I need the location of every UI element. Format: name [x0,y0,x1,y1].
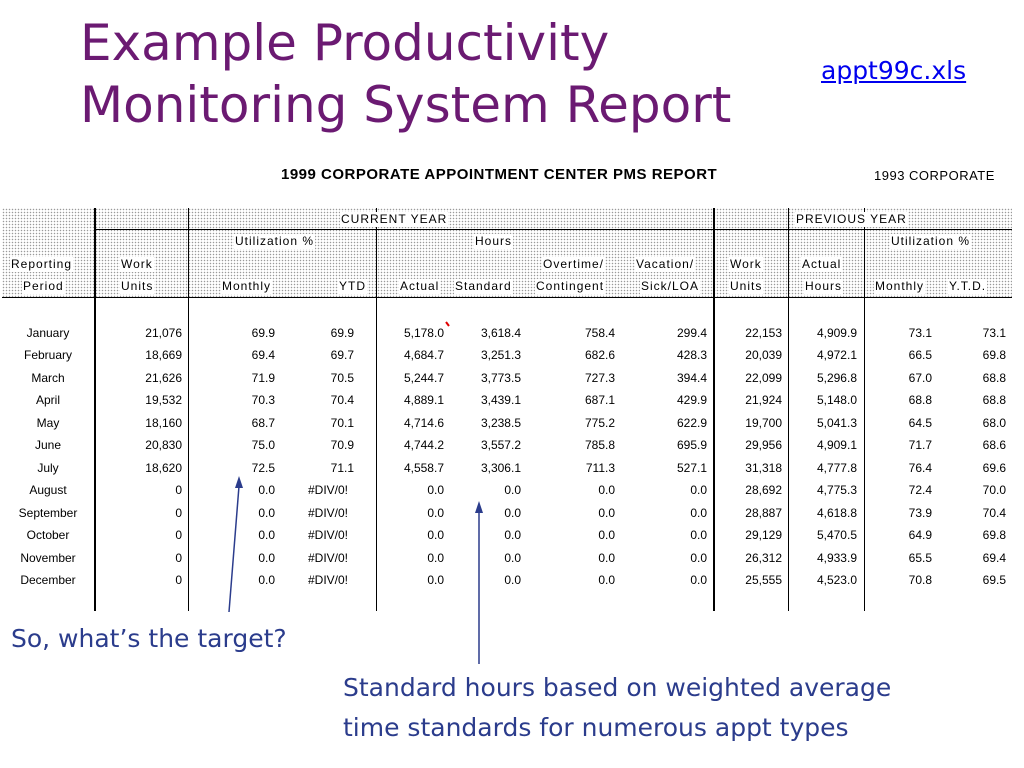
cell-prev-ytd: 68.0 [982,415,1006,430]
cell-prev-monthly: 73.9 [908,505,932,520]
cell-util-monthly: 71.9 [251,370,275,385]
cell-hours-overtime: 0.0 [598,528,615,543]
subhead-utilization-prev: Utilization % [891,234,971,248]
cell-prev-ytd: 73.1 [982,326,1006,340]
cell-util-ytd: 70.9 [330,438,354,453]
cell-prev-actual-hours: 4,909.1 [816,438,857,453]
target-arrow-head [235,476,243,488]
cell-prev-actual-hours: 5,041.3 [816,415,857,430]
col-period-line2: Period [23,279,64,293]
col-prev-actual-line2: Hours [805,279,843,293]
cell-prev-actual-hours: 5,470.5 [816,528,857,543]
group-current-year: CURRENT YEAR [341,212,448,226]
cell-prev-actual-hours: 4,618.8 [816,505,857,520]
cell-prev-ytd: 70.0 [982,483,1006,498]
cell-util-ytd: #DIV/0! [308,572,349,587]
cell-prev-monthly: 64.9 [908,528,932,543]
cell-prev-work-units: 28,887 [745,505,782,520]
cell-hours-overtime: 711.3 [585,460,615,475]
cell-prev-monthly: 71.7 [908,438,932,453]
cell-hours-standard: 3,773.5 [480,370,521,385]
cell-hours-actual: 5,178.0 [403,326,444,340]
cell-work-units: 0 [175,572,182,587]
cell-hours-actual: 4,889.1 [403,393,444,408]
cell-prev-monthly: 76.4 [908,460,932,475]
cell-hours-standard: 0.0 [504,505,521,520]
col-prev-ytd: Y.T.D. [949,279,987,293]
cell-prev-actual-hours: 4,777.8 [816,460,857,475]
cell-prev-monthly: 66.5 [908,348,932,363]
cell-prev-actual-hours: 4,972.1 [816,348,857,363]
cell-hours-overtime: 687.1 [584,393,615,408]
cell-work-units: 0 [175,528,182,543]
cell-prev-actual-hours: 5,296.8 [816,370,857,385]
cell-hours-vacation: 299.4 [676,326,707,340]
spreadsheet-link[interactable]: appt99c.xls [821,56,967,85]
col-overtime-line1: Overtime/ [543,257,605,271]
cell-prev-work-units: 22,153 [745,326,782,340]
col-monthly: Monthly [222,279,272,293]
cell-hours-actual: 0.0 [427,550,444,565]
col-overtime-line2: Contingent [536,279,605,293]
cell-period: August [29,483,67,498]
cell-hours-overtime: 0.0 [598,572,615,587]
cell-period: October [26,528,70,543]
cell-period: May [36,415,60,430]
col-prev-actual-line1: Actual [802,257,842,271]
cell-hours-actual: 0.0 [427,505,444,520]
cell-prev-monthly: 72.4 [908,483,932,498]
cell-prev-actual-hours: 4,775.3 [816,483,857,498]
cell-hours-overtime: 0.0 [598,550,615,565]
subhead-utilization: Utilization % [235,234,315,248]
cell-work-units: 18,620 [145,460,182,475]
cell-work-units: 18,160 [145,415,182,430]
cell-prev-work-units: 20,039 [745,348,782,363]
cell-hours-actual: 4,714.6 [403,415,444,430]
cell-hours-actual: 5,244.7 [403,370,444,385]
target-question-note: So, what’s the target? [11,624,287,653]
cell-period: March [31,370,65,385]
standard-arrow-head [475,501,483,513]
cell-hours-overtime: 758.4 [584,326,615,340]
cell-hours-standard: 3,238.5 [480,415,521,430]
cell-work-units: 0 [175,505,182,520]
cell-hours-overtime: 0.0 [598,505,615,520]
cell-period: April [35,393,60,408]
cell-hours-overtime: 682.6 [584,348,615,363]
col-standard: Standard [455,279,512,293]
col-period-line1: Reporting [11,257,73,271]
cell-work-units: 18,669 [145,348,182,363]
cell-hours-vacation: 527.1 [676,460,707,475]
col-prev-units-line1: Work [730,257,762,271]
cell-work-units: 21,076 [145,326,182,340]
cell-hours-standard: 3,618.4 [480,326,521,340]
group-previous-year: PREVIOUS YEAR [796,212,907,226]
cell-period: December [20,572,76,587]
cell-util-ytd: 69.9 [330,326,354,340]
cell-hours-vacation: 0.0 [690,528,707,543]
cell-prev-ytd: 69.6 [982,460,1006,475]
cell-hours-vacation: 695.9 [676,438,707,453]
cell-prev-monthly: 68.8 [908,393,932,408]
cell-hours-vacation: 0.0 [690,572,707,587]
cell-hours-vacation: 622.9 [676,415,707,430]
cell-hours-standard: 3,557.2 [480,438,521,453]
cell-util-monthly: 0.0 [258,483,275,498]
cell-period: November [20,550,76,565]
col-actual: Actual [400,279,440,293]
cell-prev-work-units: 29,129 [745,528,782,543]
cell-prev-actual-hours: 4,909.9 [816,326,857,340]
cell-hours-standard: 3,306.1 [480,460,521,475]
cell-prev-monthly: 73.1 [908,326,932,340]
cell-hours-vacation: 394.4 [676,370,707,385]
cell-hours-overtime: 775.2 [584,415,615,430]
cell-hours-standard: 0.0 [504,550,521,565]
cell-prev-work-units: 31,318 [745,460,782,475]
cell-util-monthly: 0.0 [258,572,275,587]
cell-util-monthly: 0.0 [258,505,275,520]
cell-util-ytd: #DIV/0! [308,528,349,543]
cell-hours-standard: 3,439.1 [480,393,521,408]
cell-hours-overtime: 0.0 [598,483,615,498]
cell-prev-ytd: 69.8 [982,348,1006,363]
title-line-1: Example Productivity [80,14,610,72]
cell-hours-actual: 4,684.7 [403,348,444,363]
cell-util-monthly: 72.5 [251,460,275,475]
cell-hours-vacation: 428.3 [676,348,707,363]
cell-prev-actual-hours: 4,523.0 [816,572,857,587]
col-units-line2: Units [121,279,154,293]
cell-hours-vacation: 0.0 [690,505,707,520]
cell-prev-work-units: 22,099 [745,370,782,385]
col-vacation-line2: Sick/LOA [641,279,700,293]
cell-hours-vacation: 0.0 [690,550,707,565]
cell-hours-overtime: 727.3 [584,370,615,385]
cell-prev-work-units: 25,555 [745,572,782,587]
cell-hours-vacation: 429.9 [676,393,707,408]
cell-util-monthly: 69.9 [251,326,275,340]
cell-hours-standard: 0.0 [504,572,521,587]
comment-marker [446,322,449,326]
report-title: 1999 CORPORATE APPOINTMENT CENTER PMS REPORT [281,166,718,183]
cell-hours-actual: 4,558.7 [403,460,444,475]
cell-util-monthly: 69.4 [251,348,275,363]
cell-prev-ytd: 68.6 [982,438,1006,453]
cell-util-ytd: 70.1 [330,415,354,430]
col-prev-monthly: Monthly [875,279,925,293]
cell-hours-actual: 0.0 [427,572,444,587]
cell-util-ytd: 70.5 [330,370,354,385]
cell-period: September [18,505,78,520]
col-vacation-line1: Vacation/ [636,257,695,271]
cell-util-monthly: 70.3 [251,393,275,408]
cell-period: February [23,348,73,363]
cell-work-units: 0 [175,550,182,565]
cell-prev-actual-hours: 5,148.0 [816,393,857,408]
cell-hours-actual: 0.0 [427,528,444,543]
standard-hours-note [343,668,891,748]
cell-prev-work-units: 19,700 [745,415,782,430]
cell-prev-ytd: 70.4 [982,505,1006,520]
cell-prev-work-units: 21,924 [745,393,782,408]
cell-prev-actual-hours: 4,933.9 [816,550,857,565]
cell-util-ytd: #DIV/0! [308,505,349,520]
cell-work-units: 0 [175,483,182,498]
cell-prev-ytd: 68.8 [982,370,1006,385]
cell-prev-ytd: 69.5 [982,572,1006,587]
cell-prev-monthly: 67.0 [908,370,932,385]
cell-hours-standard: 0.0 [504,483,521,498]
cell-work-units: 21,626 [145,370,182,385]
target-arrow-line [229,486,239,612]
standard-note-line-1: Standard hours based on weighted average [343,673,892,702]
cell-hours-actual: 0.0 [427,483,444,498]
cell-hours-standard: 3,251.3 [480,348,521,363]
cell-prev-ytd: 69.4 [982,550,1006,565]
cell-util-ytd: 70.4 [330,393,354,408]
cell-util-monthly: 75.0 [251,438,275,453]
cell-prev-work-units: 26,312 [745,550,782,565]
cell-hours-vacation: 0.0 [690,483,707,498]
col-ytd: YTD [339,279,366,293]
cell-util-ytd: #DIV/0! [308,550,349,565]
cell-period: January [26,326,70,340]
cell-work-units: 20,830 [145,438,182,453]
standard-note-line-2: time standards for numerous appt types [343,713,849,742]
cell-prev-monthly: 64.5 [908,415,932,430]
cell-util-ytd: 69.7 [330,348,354,363]
cell-prev-work-units: 29,956 [745,438,782,453]
cell-util-monthly: 68.7 [251,415,275,430]
cell-prev-ytd: 69.8 [982,528,1006,543]
col-units-line1: Work [121,257,153,271]
cell-hours-standard: 0.0 [504,528,521,543]
cell-period: July [37,460,59,475]
cell-util-monthly: 0.0 [258,528,275,543]
cell-util-ytd: 71.1 [330,460,354,475]
report-title-previous: 1993 CORPORATE [874,168,995,183]
cell-prev-ytd: 68.8 [982,393,1006,408]
col-prev-units-line2: Units [730,279,763,293]
cell-work-units: 19,532 [145,393,182,408]
cell-prev-monthly: 70.8 [908,572,932,587]
cell-hours-overtime: 785.8 [584,438,615,453]
title-line-2: Monitoring System Report [80,76,732,134]
cell-util-ytd: #DIV/0! [308,483,349,498]
cell-period: June [34,438,62,453]
subhead-hours: Hours [475,234,513,248]
cell-hours-actual: 4,744.2 [403,438,444,453]
cell-util-monthly: 0.0 [258,550,275,565]
cell-prev-monthly: 65.5 [908,550,932,565]
cell-prev-work-units: 28,692 [745,483,782,498]
